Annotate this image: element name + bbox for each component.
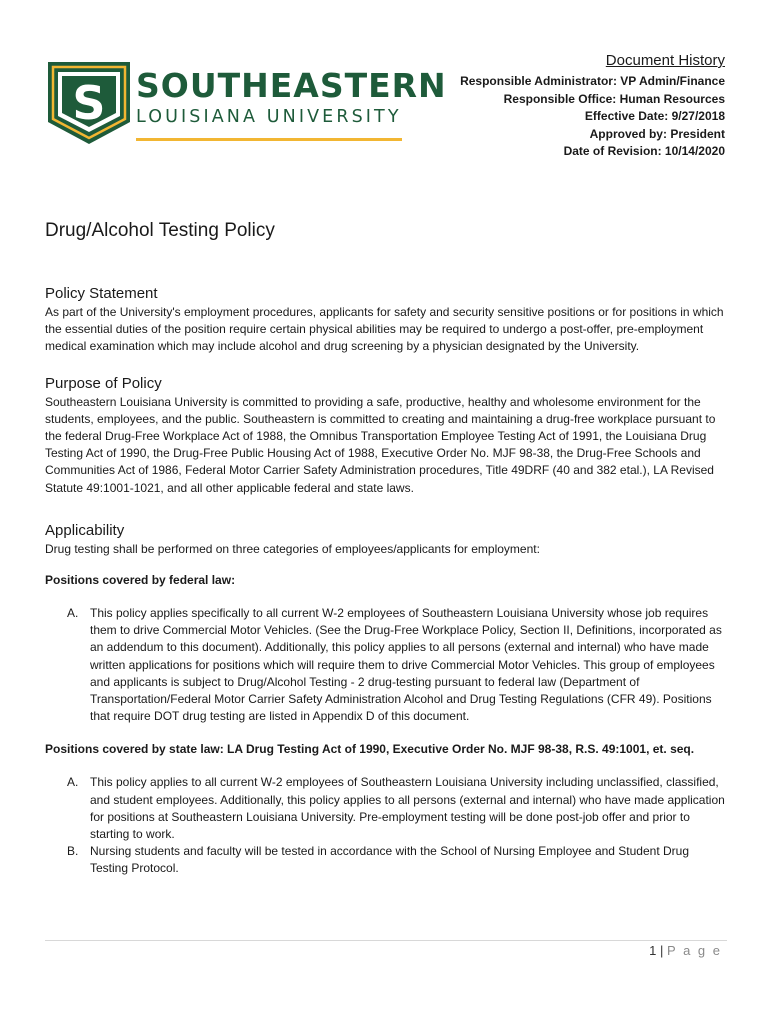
university-logo: [48, 62, 447, 146]
applicability-intro: Drug testing shall be performed on three categories of employees/applicants for employment:: [45, 541, 540, 556]
policy-statement-text: As part of the University's employment procedures, applicants for safety and security sensitive positions or for positions in which the essential duties of the position require certain physical abilities may be required to undergo a post-offer, pre-employment medical examination which may include alcohol and drug screening by a physician designated by the University.: [45, 305, 724, 354]
list-item: [45, 843, 727, 877]
page-footer: [649, 943, 722, 958]
page-label: P a g e: [667, 943, 722, 958]
state-law-list: [45, 774, 727, 877]
page-number: 1: [649, 943, 657, 958]
section-heading-policy-statement: Policy Statement: [45, 285, 158, 302]
state-law-heading: Positions covered by state law: LA Drug Testing Act of 1990, Executive Order No. MJF 98-38, R.S. 49:1001, et. seq.: [45, 742, 695, 757]
list-item: [45, 605, 727, 725]
federal-law-list: [45, 605, 727, 725]
document-history-line: Effective Date: 9/27/2018: [584, 109, 725, 123]
document-history-title: Document History: [605, 52, 725, 69]
section-heading-purpose: Purpose of Policy: [45, 374, 162, 392]
list-item-text: This policy applies to all current W-2 employees of Southeastern Louisiana University including unclassified, classified, and student employees. Additionally, this policy applies to all persons (external and internal) who have made application for positions at Southeastern Louisiana University. Pre-employment testing will be done post-job offer and prior to starting to work.: [90, 775, 725, 842]
list-marker: A.: [67, 775, 79, 790]
logo-gold-rule: [136, 138, 402, 141]
document-body: [45, 218, 727, 878]
svg-text:S: S: [72, 76, 106, 130]
list-marker: A.: [67, 606, 79, 621]
page-separator: |: [660, 943, 664, 958]
footer-divider: [45, 940, 727, 941]
list-marker: B.: [67, 844, 79, 859]
logo-wordmark-line2: LOUISIANA UNIVERSITY: [136, 107, 402, 127]
document-history-line: Responsible Office: Human Resources: [503, 91, 725, 106]
document-history-line: Approved by: President: [589, 126, 725, 141]
federal-law-heading: Positions covered by federal law:: [45, 573, 236, 588]
list-item: [45, 774, 727, 843]
section-heading-applicability: Applicability: [45, 521, 125, 539]
purpose-text: Southeastern Louisiana University is committed to providing a safe, productive, healthy and wholesome environment for the students, employees, and the public. Southeastern is committed to creating and maintaining a drug-free workplace pursuant to the federal Drug-Free Workplace Act of 1988, the Omnibus Transportation Employee Testing Act of 1991, the Louisiana Drug Testing Act of 1990, the Drug-Free Public Housing Act of 1988, Executive Order No. MJF 98-38, the Drug-Free Schools and Communities Act of 1986, Federal Motor Carrier Safety Administration procedures, Title 49DRF (40 and 382 etal.), LA Revised Statute 49:1001-1021, and all other applicable federal and state laws.: [45, 394, 716, 495]
list-item-text: Nursing students and faculty will be tested in accordance with the School of Nursing Employee and Student Drug Testing Protocol.: [90, 844, 690, 876]
page-title: Drug/Alcohol Testing Policy: [45, 220, 275, 241]
document-history: [460, 50, 725, 161]
document-history-line: Responsible Administrator: VP Admin/Finance: [460, 74, 725, 88]
document-history-line: Date of Revision: 10/14/2020: [563, 144, 725, 158]
list-item-text: This policy applies specifically to all current W-2 employees of Southeastern Louisiana University whose job requires them to drive Commercial Motor Vehicles. (See the Drug-Free Workplace Policy, Section II, Definitions, incorporated as an addendum to this document). Additionally, this policy applies to all persons (external and internal) who have made written applications for positions which will require them to drive Commercial Motor Vehicles. This group of employees and applicants is subject to Drug/Alcohol Testing - 2 drug-testing pursuant to federal law (Department of Transportation/Federal Motor Carrier Safety Administration Alcohol and Drug Testing Regulations (CFR 49). Positions that require DOT drug testing are listed in Appendix D of this document.: [90, 606, 722, 724]
s-shield-icon: [48, 62, 130, 144]
logo-wordmark-line1: SOUTHEASTERN: [136, 66, 447, 105]
